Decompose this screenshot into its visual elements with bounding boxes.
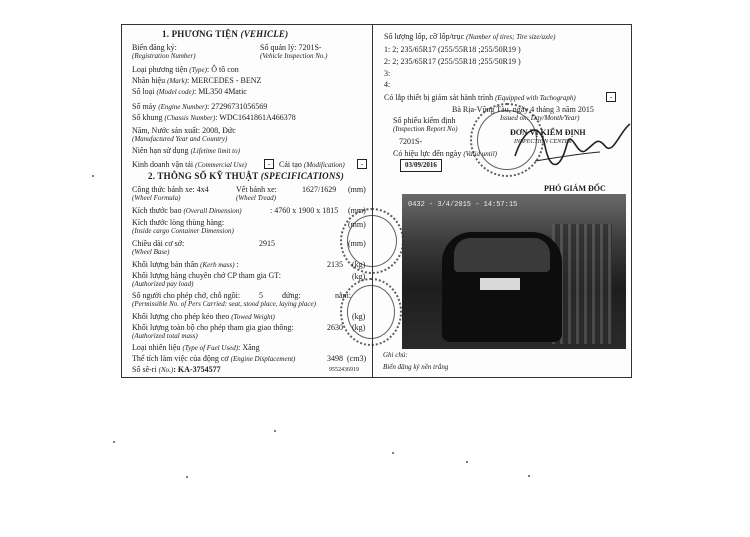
wheel-tread-value: 1627/1629: [302, 185, 337, 194]
kerb-row: Khối lượng bản thân (Kerb mass) :: [132, 260, 239, 269]
persons-lie: nằm:: [335, 291, 351, 300]
towed-unit: (kg): [352, 312, 366, 321]
report-value: 7201S-: [399, 137, 423, 146]
wheel-tread-en: (Wheel Tread): [236, 194, 276, 202]
scan-speck: [392, 452, 394, 454]
year-row: Năm, Nước sản xuất: 2008, Đức: [132, 126, 236, 135]
displacement-unit: (cm3): [347, 354, 367, 363]
persons-stand: đứng:: [282, 291, 301, 300]
scan-speck: [466, 461, 468, 463]
signature-mark: [505, 116, 635, 178]
signer-title: PHÓ GIÁM ĐỐC: [544, 184, 606, 193]
scan-speck: [528, 475, 530, 477]
report-en: (Inspection Report No): [393, 125, 458, 133]
persons-value: 5: [259, 291, 263, 300]
scan-speck: [92, 175, 94, 177]
center-title: ĐƠN VỊ KIỂM ĐỊNH: [510, 128, 586, 137]
kerb-unit: (kg): [352, 260, 366, 269]
tire-axle-3: 3:: [384, 69, 391, 78]
tacho-row: Có lắp thiết bị giám sát hành trình (Equipped with Tachograph): [384, 93, 576, 102]
inspection-seal-middle: [340, 208, 404, 274]
displacement-value: 3498: [327, 354, 343, 363]
modified-row: Cải tạo (Modification): [279, 160, 345, 169]
cargo-dim-label: Kích thước lòng thùng hàng:: [132, 218, 225, 227]
overall-dim-row: Kích thước bao (Overall Dimension): [132, 206, 242, 215]
photo-timestamp: 0432 - 3/4/2015 - 14:57:15: [408, 201, 518, 209]
modified-box: -: [357, 159, 367, 169]
payload-en: (Authorized pay load): [132, 280, 194, 288]
section2-title: 2. THÔNG SỐ KỸ THUẬT (SPECIFICATIONS): [148, 171, 344, 181]
wheelbase-label: Chiều dài cơ sở:: [132, 239, 185, 248]
engine-row: Số máy (Engine Number): 27296731056569: [132, 102, 268, 111]
total-mass-en: (Authorized total mass): [132, 332, 198, 340]
wheelbase-value: 2915: [259, 239, 275, 248]
reg-no-label: Biển đăng ký:: [132, 43, 177, 52]
persons-label: Số người cho phép chở, chỗ ngồi:: [132, 291, 241, 300]
lifetime-row: Niên hạn sử dụng (Lifetime limit to): [132, 146, 240, 155]
total-mass-value: 2630: [327, 323, 343, 332]
scan-speck: [113, 441, 115, 443]
place-date: Bà Rịa-Vũng Tàu, ngày 4 tháng 3 năm 2015: [452, 105, 594, 114]
persons-en: (Permissible No. of Pers Carried: seat, stood place, laying place): [132, 300, 316, 308]
valid-value: 03/09/2016: [400, 159, 442, 172]
report-label: Số phiếu kiểm định: [393, 116, 456, 125]
wheel-tread-label: Vết bánh xe:: [236, 185, 277, 194]
tires-row: Số lượng lốp, cỡ lốp/trục (Number of tires; Tire size/axle): [384, 32, 556, 41]
year-en: (Manufactured Year and Country): [132, 135, 228, 143]
inspection-no-en: (Vehicle Inspection No.): [260, 52, 328, 60]
wheel-tread-unit: (mm): [348, 185, 366, 194]
kerb-value: 2135: [327, 260, 343, 269]
vehicle-photo: [402, 194, 626, 349]
tire-axle-4: 4:: [384, 80, 391, 89]
wheelbase-unit: (mm): [348, 239, 366, 248]
chassis-row: Số khung (Chassis Number): WDC1641861A466378: [132, 113, 296, 122]
valid-row: Có hiệu lực đến ngày (Valid until): [393, 149, 497, 158]
displacement-row: Thể tích làm việc của động cơ (Engine Displacement): [132, 354, 296, 363]
center-title-en: INSPECTION CENTER: [514, 139, 572, 145]
cargo-dim-unit: (mm): [348, 220, 366, 229]
serial-row: Số sê-ri (No.): KA-3754577: [132, 365, 221, 374]
section1-title: 1. PHƯƠNG TIỆN (VEHICLE): [162, 29, 289, 39]
model-row: Số loại (Model code): ML350 4Matic: [132, 87, 247, 96]
payload-label: Khối lượng hàng chuyên chở CP tham gia GT:: [132, 271, 281, 280]
inspection-seal-bottom: [340, 278, 402, 346]
place-date-en: Issued on: Day/Month/Year): [500, 114, 580, 122]
tire-axle-2: 2: 2; 235/65R17 (255/55R18 ;255/50R19 ): [384, 57, 521, 66]
mark-row: Nhãn hiệu (Mark): MERCEDES - BENZ: [132, 76, 262, 85]
wheel-formula-en: (Wheel Formula): [132, 194, 181, 202]
tire-axle-1: 1: 2; 235/65R17 (255/55R18 ;255/50R19 ): [384, 45, 521, 54]
wheel-formula-row: Công thức bánh xe: 4x4: [132, 185, 209, 194]
serial-side: 9552436919: [329, 367, 359, 373]
tacho-box: -: [606, 92, 616, 102]
inspection-no: Số quản lý: 7201S-: [260, 43, 322, 52]
license-plate: [480, 278, 520, 290]
towed-row: Khối lượng cho phép kéo theo (Towed Weight): [132, 312, 275, 321]
type-row: Loại phương tiện (Type): Ô tô con: [132, 65, 239, 74]
wheelbase-en: (Wheel Base): [132, 248, 170, 256]
commercial-row: Kinh doanh vận tải (Commercial Use): [132, 160, 247, 169]
overall-dim-value: : 4760 x 1900 x 1815: [270, 206, 339, 215]
note-value: Biển đăng ký nền trắng: [383, 363, 449, 371]
scan-speck: [274, 430, 276, 432]
scan-speck: [186, 476, 188, 478]
total-mass-unit: (kg): [352, 323, 366, 332]
overall-dim-unit: (mm): [348, 206, 366, 215]
commercial-box: -: [264, 159, 274, 169]
reg-no-en: (Registration Number): [132, 52, 196, 60]
total-mass-label: Khối lượng toàn bộ cho phép tham gia giao thông:: [132, 323, 294, 332]
cargo-dim-en: (Inside cargo Container Dimension): [132, 227, 234, 235]
payload-unit: (kg): [352, 272, 366, 281]
note-label: Ghi chú:: [383, 351, 408, 359]
car-rear-window: [454, 238, 550, 272]
fuel-row: Loại nhiên liệu (Type of Fuel Used): Xăng: [132, 343, 260, 352]
